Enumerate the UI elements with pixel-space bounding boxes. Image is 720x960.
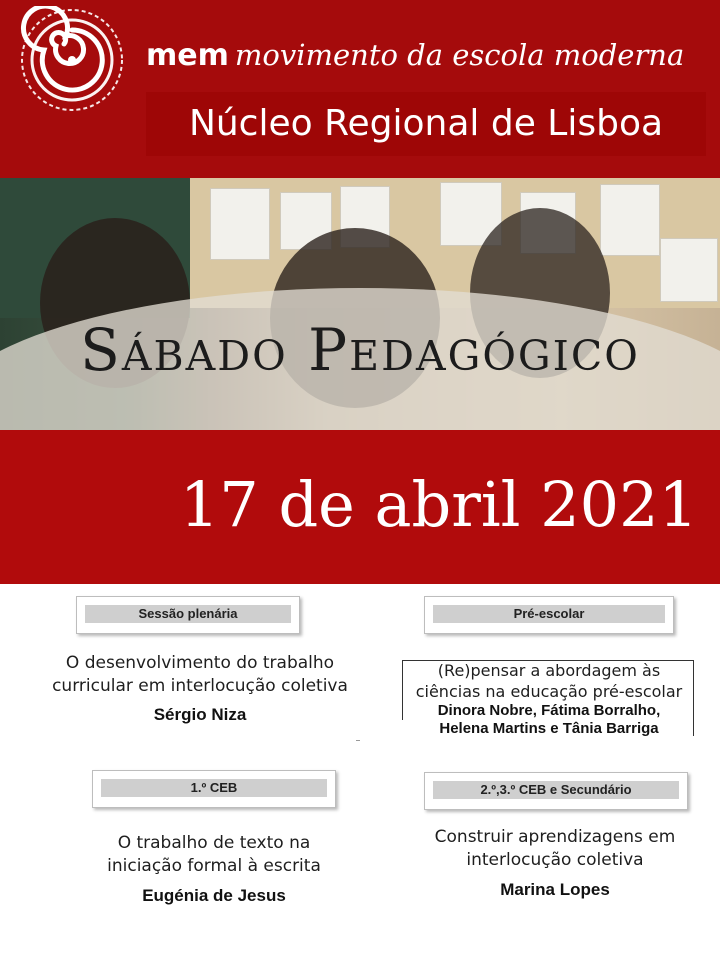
- brand-short: mem: [146, 38, 229, 73]
- header: [0, 0, 720, 178]
- event-date: 17 de abril 2021: [179, 468, 698, 541]
- regional-nucleus-title: Núcleo Regional de Lisboa: [146, 92, 706, 156]
- session-author: Sérgio Niza: [153, 705, 247, 724]
- session-title-line: Construir aprendizagens em: [434, 827, 676, 847]
- session-tag-2-3ceb-secundario: [424, 772, 688, 810]
- session-tag-label: Pré-escolar: [433, 605, 665, 623]
- session-tag-pre-escolar: [424, 596, 674, 634]
- session-title-line: curricular em interlocução coletiva: [52, 676, 348, 696]
- session-title: [30, 652, 370, 698]
- brand-full: movimento da escola moderna: [234, 38, 685, 72]
- session-author: Marina Lopes: [500, 880, 610, 899]
- session-author: Eugénia de Jesus: [142, 886, 286, 905]
- session-title-line: interlocução coletiva: [466, 850, 644, 870]
- session-title-line: iniciação formal à escrita: [107, 856, 321, 876]
- wall-paper: [210, 188, 270, 260]
- session-author-line: Dinora Nobre, Fátima Borralho,: [437, 702, 661, 719]
- session-title: [44, 832, 384, 878]
- date-band: [0, 430, 720, 584]
- session-tag-label: 2.º,3.º CEB e Secundário: [433, 781, 679, 799]
- session-tag-plenaria: [76, 596, 300, 634]
- session-author-line: Helena Martins e Tânia Barriga: [439, 720, 659, 737]
- wall-paper: [600, 184, 660, 256]
- session-title-line: (Re)pensar a abordagem às: [437, 661, 661, 680]
- session-author: [404, 702, 694, 738]
- session-tag-label: 1.º CEB: [101, 779, 327, 797]
- session-title-line: ciências na educação pré-escolar: [415, 682, 683, 701]
- frame-line: [402, 660, 403, 720]
- session-title-line: O desenvolvimento do trabalho: [65, 653, 335, 673]
- mem-logo-icon: [16, 6, 136, 114]
- session-tag-label: Sessão plenária: [85, 605, 291, 623]
- wall-paper: [660, 238, 718, 302]
- session-tag-1ceb: [92, 770, 336, 808]
- session-title: [400, 826, 710, 872]
- brand-line: [146, 38, 684, 73]
- divider-mark: [356, 740, 360, 741]
- classroom-photo: [0, 178, 720, 430]
- session-title-line: O trabalho de texto na: [117, 833, 311, 853]
- session-title: [404, 660, 694, 702]
- banner-title: Sábado Pedagógico: [80, 316, 640, 384]
